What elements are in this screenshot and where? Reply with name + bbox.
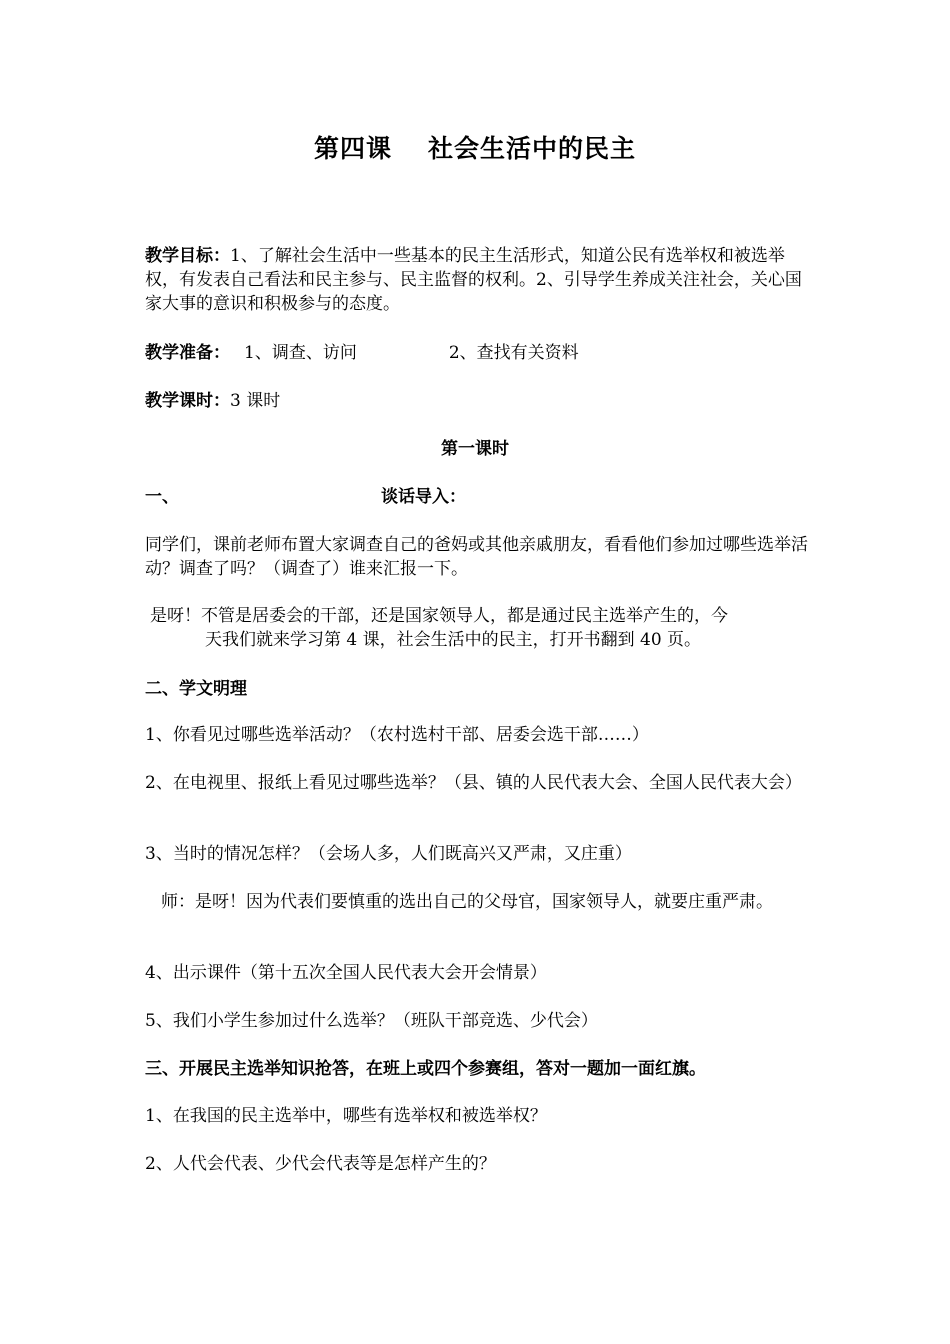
section3-question-2: 2、人代会代表、少代会代表等是怎样产生的？ — [145, 1154, 496, 1174]
objectives-label: 教学目标： — [145, 246, 230, 266]
question-3: 3、当时的情况怎样？（会场人多，人们既高兴又严肃，又庄重） — [145, 844, 632, 864]
intro-paragraph-2-line-2: 天我们就来学习第 4 课，社会生活中的民主，打开书翻到 40 页。 — [205, 630, 702, 650]
lesson1-heading: 第一课时 — [441, 439, 509, 459]
section1-number: 一、 — [145, 487, 179, 507]
lesson-title — [0, 132, 950, 166]
preparation-item-2: 2、查找有关资料 — [448, 343, 579, 363]
teaching-hours — [145, 389, 810, 413]
section2-heading: 二、学文明理 — [145, 679, 247, 699]
preparation-label: 教学准备： — [145, 343, 230, 363]
section1-heading — [145, 485, 810, 509]
teacher-remark: 师：是呀！因为代表们要慎重的选出自己的父母官，国家领导人，就要庄重严肃。 — [161, 892, 773, 912]
section1-title: 谈话导入： — [381, 487, 466, 507]
teaching-objectives — [145, 244, 810, 316]
intro-paragraph-2-line-1: 是呀！不管是居委会的干部，还是国家领导人，都是通过民主选举产生的，今 — [150, 606, 728, 626]
intro-paragraph-1: 同学们，课前老师布置大家调查自己的爸妈或其他亲戚朋友，看看他们参加过哪些选举活动？调查了吗？（调查了）谁来汇报一下。 — [145, 535, 808, 579]
question-4: 4、出示课件（第十五次全国人民代表大会开会情景） — [145, 963, 547, 983]
section3-heading: 三、开展民主选举知识抢答，在班上或四个参赛组，答对一题加一面红旗。 — [145, 1059, 706, 1079]
question-1: 1、你看见过哪些选举活动？（农村选村干部、居委会选干部……） — [145, 725, 649, 745]
objectives-text: 1、了解社会生活中一些基本的民主生活形式，知道公民有选举权和被选举权，有发表自己看法和民主参与、民主监督的权利。2、引导学生养成关注社会，关心国家大事的意识和积极参与的态度。 — [145, 246, 802, 314]
section3-question-1: 1、在我国的民主选举中，哪些有选举权和被选举权？ — [145, 1106, 547, 1126]
question-2: 2、在电视里、报纸上看见过哪些选举？（县、镇的人民代表大会、全国人民代表大会） — [145, 773, 802, 793]
preparation-item-1: 1、调查、访问 — [244, 343, 357, 363]
lesson-name: 社会生活中的民主 — [428, 134, 637, 163]
lesson-number: 第四课 — [313, 134, 392, 163]
question-5: 5、我们小学生参加过什么选举？（班队干部竞选、少代会） — [145, 1011, 598, 1031]
hours-label: 教学课时： — [145, 391, 230, 411]
teaching-preparation — [145, 341, 810, 365]
hours-value: 3 课时 — [230, 391, 281, 411]
